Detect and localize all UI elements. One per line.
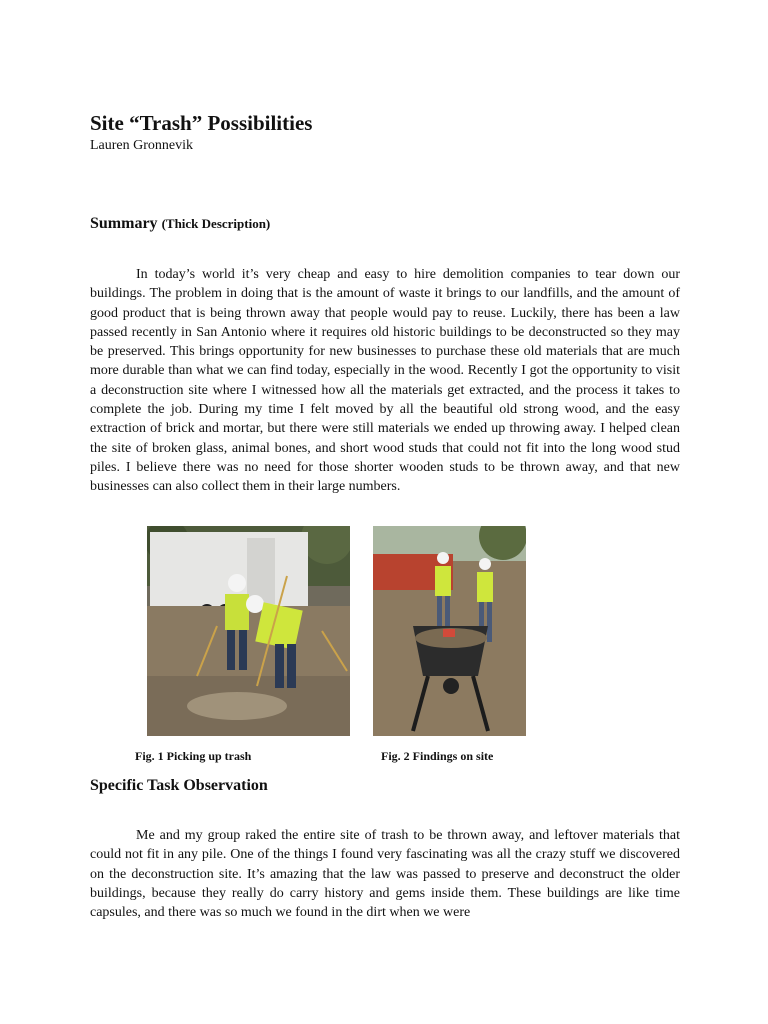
summary-heading-text: Summary: [90, 215, 158, 232]
photo-wheelbarrow-icon: [373, 526, 526, 736]
task-observation-paragraph: Me and my group raked the entire site of trash to be thrown away, and leftover materials that could not fit in any pile. One of the things I found very fascinating was all the crazy stuff we discovered on the deconstruction site. It’s amazing that the law was passed to preserve and deconstruct the older buildings, because they really do carry history and gems inside them. These buildings are like time capsules, and there was so much we found in the dirt when we were: [90, 828, 680, 921]
figure-2-photo: [373, 526, 526, 736]
summary-subheading: (Thick Description): [161, 216, 271, 231]
summary-paragraph: In today’s world it’s very cheap and easy to hire demolition companies to tear down our buildings. The problem in doing that is the amount of waste it brings to our landfills, and the amount of good product that is being thrown away that people would pay to reuse. Luckily, there has been a law passed recently in San Antonio where it requires old historic buildings to be deconstructed so they may be preserved. This brings opportunity for new businesses to purchase these old materials that are much more durable than what we can find today, especially in the wood. Recently I got the opportunity to visit a deconstruction site where I witnessed how all the materials get extracted, and the process it takes to complete the job. During my time I felt moved by all the beautiful old strong wood, and the easy extraction of brick and mortar, but there were still materials we ended up throwing away. I helped clean the site of broken glass, animal bones, and short wood studs that could not fit into the long wood stud piles. I believe there was no need for those shorter wooden studs to be thrown away, and that new businesses can also collect them in their large numbers.: [90, 267, 680, 495]
document-title: Site “Trash” Possibilities: [90, 111, 313, 135]
figure-2-caption: Fig. 2 Findings on site: [381, 749, 494, 763]
author-name: Lauren Gronnevik: [90, 138, 194, 153]
task-observation-heading: Specific Task Observation: [90, 777, 268, 794]
figure-1-caption: Fig. 1 Picking up trash: [135, 749, 252, 763]
figure-1-photo: [147, 526, 350, 736]
summary-heading: [90, 214, 270, 234]
photo-workers-icon: [147, 526, 350, 736]
